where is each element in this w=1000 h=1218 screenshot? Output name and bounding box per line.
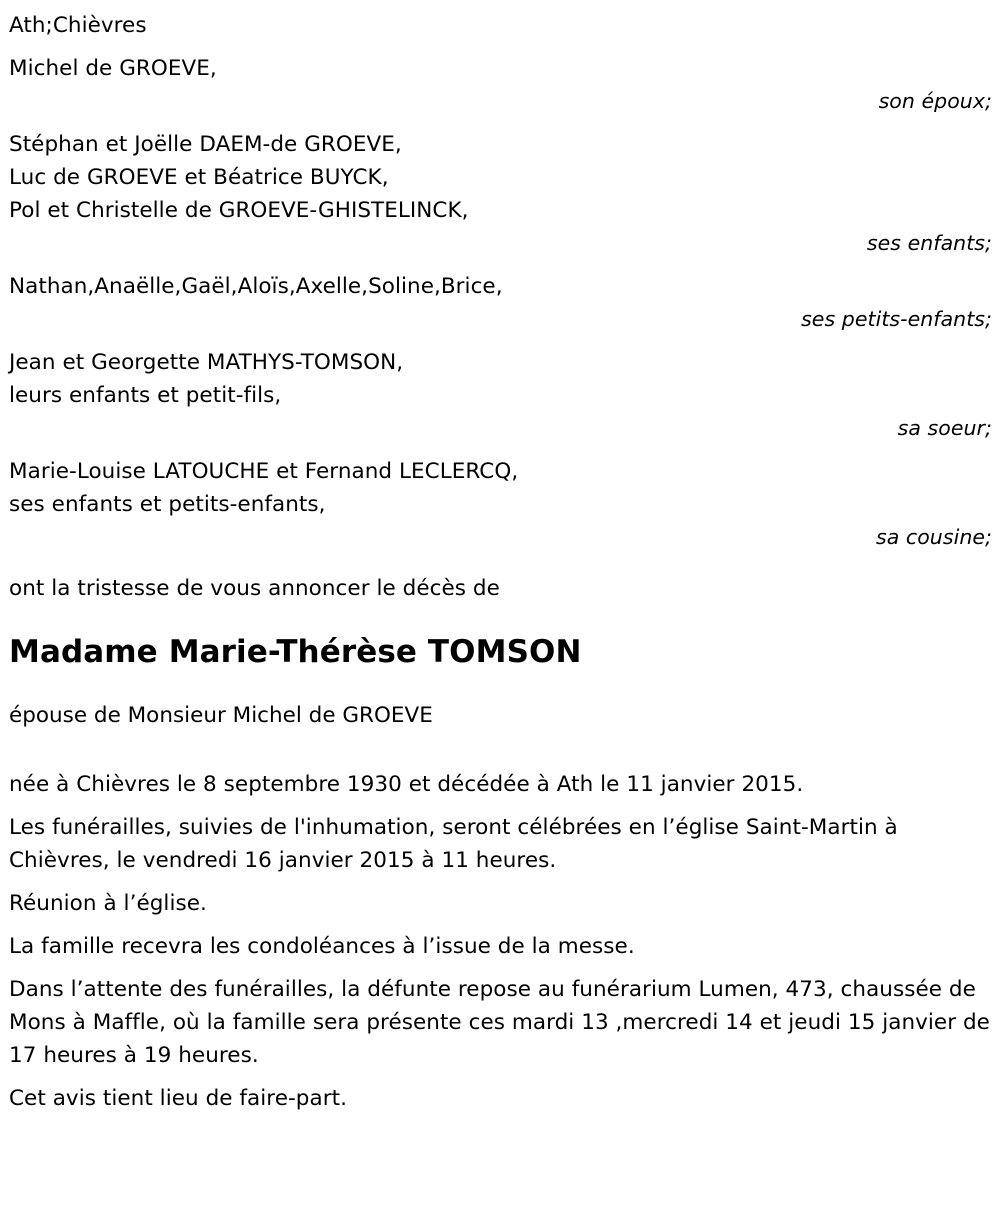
spacer xyxy=(9,920,993,930)
notice-footer: Cet avis tient lieu de faire-part. xyxy=(9,1086,347,1111)
spacer xyxy=(9,42,993,52)
spacer xyxy=(9,445,993,455)
family-member-name: Michel de GROEVE, xyxy=(9,56,217,81)
family-group-grandchildren xyxy=(9,270,993,336)
relation-label: sa cousine; xyxy=(875,525,992,549)
family-member-name: leurs enfants et petit-fils, xyxy=(9,383,282,408)
relation-label: sa soeur; xyxy=(897,416,992,440)
birth-death-details: née à Chièvres le 8 septembre 1930 et décédée à Ath le 11 janvier 2015. xyxy=(9,772,804,797)
family-member-name: Stéphan et Joëlle DAEM-de GROEVE, xyxy=(9,132,402,157)
spacer xyxy=(9,336,993,346)
spacer xyxy=(9,877,993,887)
spouse-of-line: épouse de Monsieur Michel de GROEVE xyxy=(9,703,433,728)
family-member-name: Marie-Louise LATOUCHE et Fernand LECLERCQ, xyxy=(9,459,519,484)
family-group-children xyxy=(9,128,993,260)
gathering-details: Réunion à l’église. xyxy=(9,891,207,916)
condolences-details: La famille recevra les condoléances à l’issue de la messe. xyxy=(9,934,635,959)
locations-header: Ath;Chièvres xyxy=(9,13,147,38)
family-member-name: Luc de GROEVE et Béatrice BUYCK, xyxy=(9,165,389,190)
family-group-cousin xyxy=(9,455,993,554)
spacer xyxy=(9,260,993,270)
family-member-name: Jean et Georgette MATHYS-TOMSON, xyxy=(9,350,404,375)
announcement-lead-in: ont la tristesse de vous annoncer le décès de xyxy=(9,576,500,601)
family-group-spouse xyxy=(9,52,993,118)
deceased-name: Madame Marie-Thérèse TOMSON xyxy=(9,634,582,670)
family-names xyxy=(9,128,993,227)
spacer xyxy=(9,554,993,572)
spacer xyxy=(9,118,993,128)
spacer xyxy=(9,732,993,758)
spacer xyxy=(9,673,993,699)
family-member-name: ses enfants et petits-enfants, xyxy=(9,492,326,517)
relation-label: ses enfants; xyxy=(866,231,992,255)
spacer xyxy=(9,605,993,631)
spacer xyxy=(9,963,993,973)
family-names xyxy=(9,455,993,521)
family-names xyxy=(9,270,993,303)
family-member-name: Pol et Christelle de GROEVE-GHISTELINCK, xyxy=(9,198,469,223)
spacer xyxy=(9,758,993,768)
family-member-name: Nathan,Anaëlle,Gaël,Aloïs,Axelle,Soline,Brice, xyxy=(9,274,503,299)
visitation-details: Dans l’attente des funérailles, la défunte repose au funérarium Lumen, 473, chaussée de Mons à Maffle, où la famille sera présente ces mardi 13 ,mercredi 14 et jeudi 15 janvier de 17 heures à 19 heures. xyxy=(9,977,997,1068)
relation-label: son époux; xyxy=(878,89,992,113)
family-group-sister xyxy=(9,346,993,445)
family-names xyxy=(9,346,993,412)
relation-label: ses petits-enfants; xyxy=(801,307,992,331)
spacer xyxy=(9,801,993,811)
funeral-details: Les funérailles, suivies de l'inhumation, seront célébrées en l’église Saint-Martin à Chièvres, le vendredi 16 janvier 2015 à 11 heures. xyxy=(9,815,905,873)
spacer xyxy=(9,1072,993,1082)
family-names xyxy=(9,52,993,85)
